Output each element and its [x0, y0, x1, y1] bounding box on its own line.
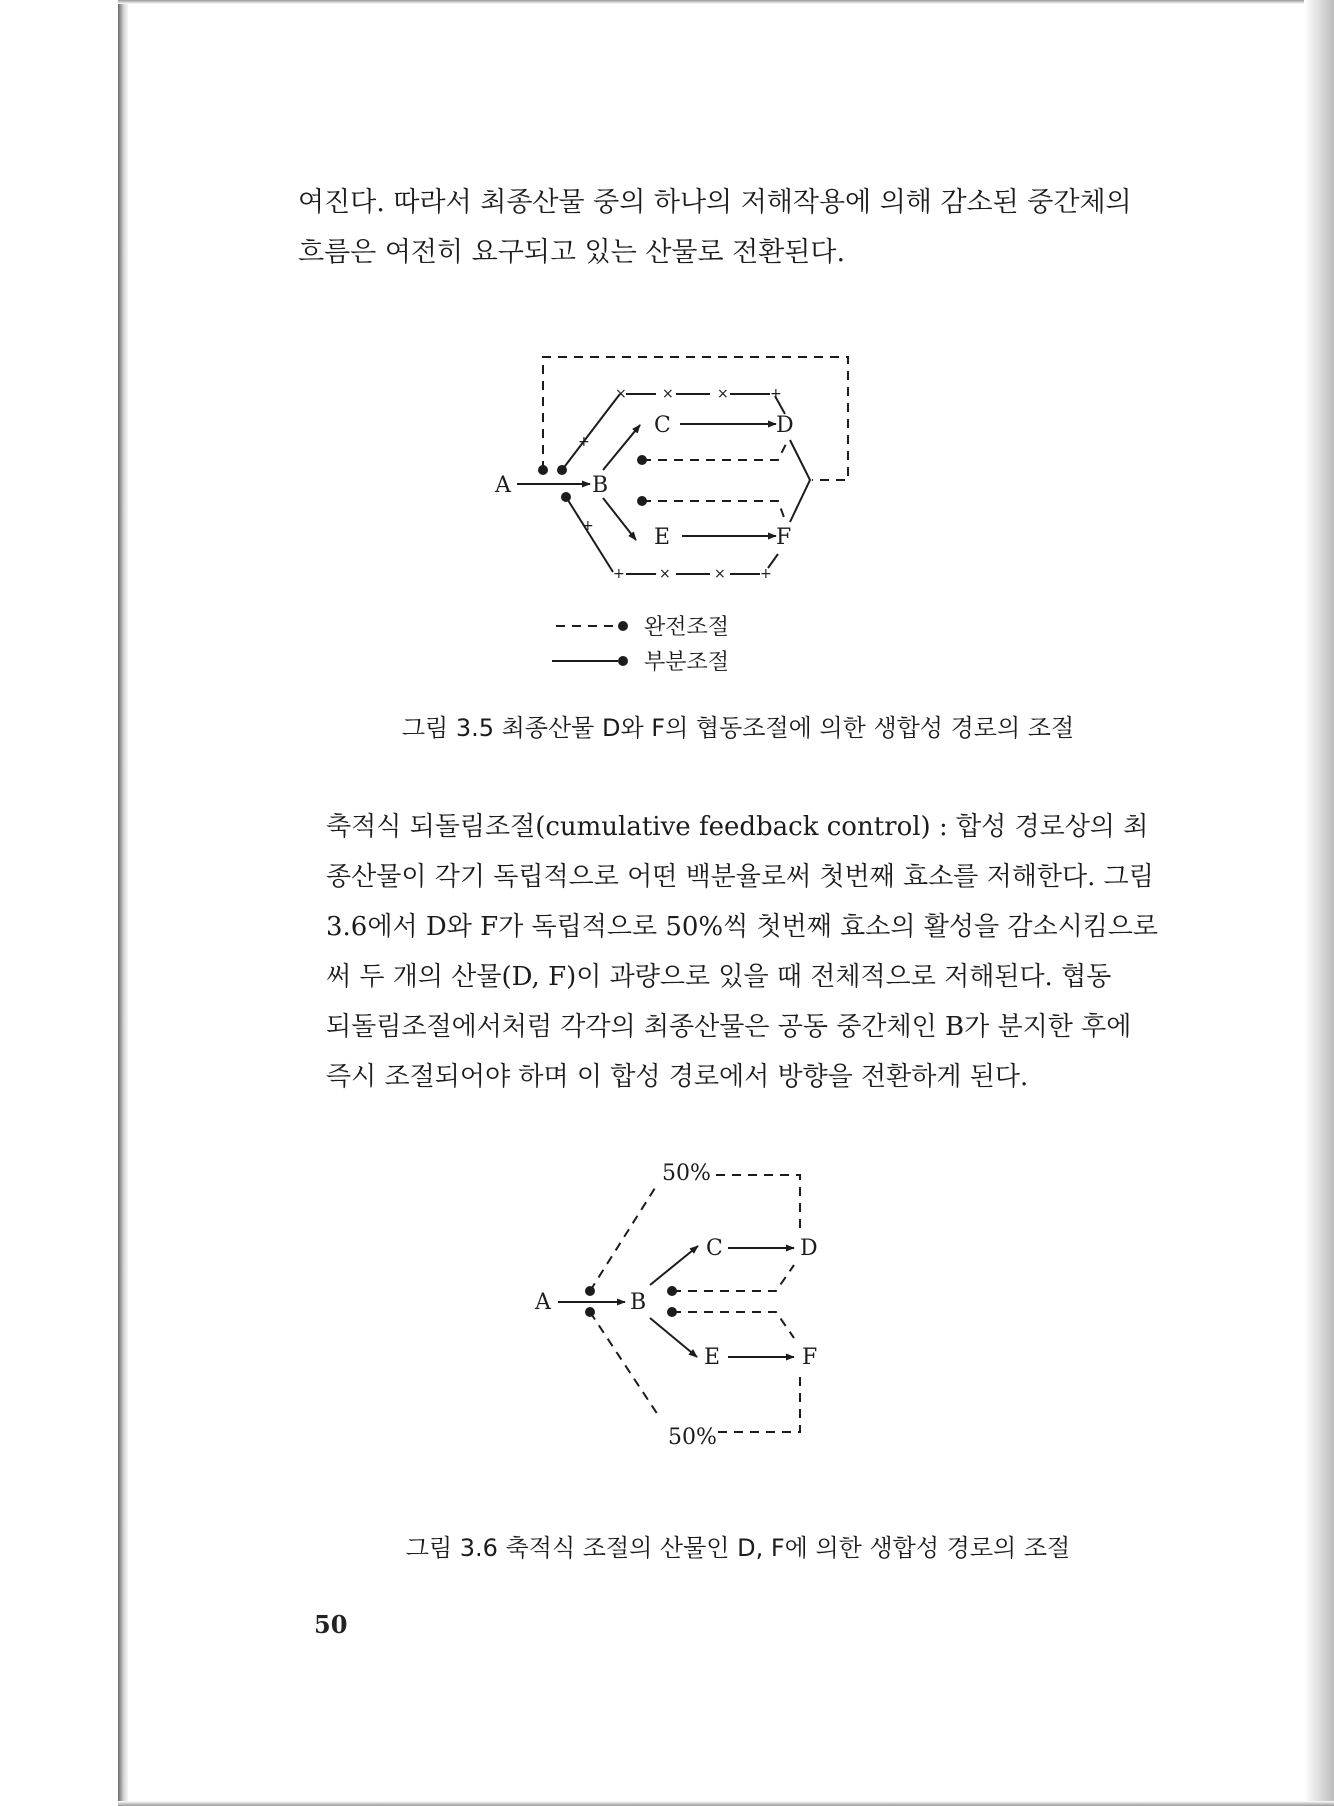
- page-number: 50: [314, 1610, 348, 1639]
- plus-mark: +: [770, 386, 782, 402]
- plus-mark: +: [613, 566, 625, 582]
- feedback-d-upper: [590, 1188, 655, 1291]
- plus-mark: +: [578, 434, 590, 450]
- node-b: B: [592, 473, 609, 498]
- node-d: D: [776, 413, 794, 438]
- x-mark: ×: [717, 386, 729, 402]
- feedback-f-return: [672, 1312, 794, 1338]
- node-b: B: [630, 1290, 647, 1315]
- percent-label-bottom: 50%: [668, 1425, 717, 1450]
- paragraph-line: 축적식 되돌림조절(cumulative feedback control) : 합성 경로상의 최: [326, 812, 1149, 842]
- feedback-d-return: [672, 1265, 794, 1291]
- feedback-f-bottom: [718, 1372, 800, 1432]
- node-c: C: [706, 1236, 723, 1261]
- figure-3-6-caption: 그림 3.6 축적식 조절의 산물인 D, F에 의한 생합성 경로의 조절: [405, 1534, 1071, 1562]
- paragraph-line: 써 두 개의 산물(D, F)이 과량으로 있을 때 전체적으로 저해된다. 협동: [326, 962, 1112, 992]
- paragraph-line: 종산물이 각기 독립적으로 어떤 백분율로써 첫번째 효소를 저해한다. 그림: [326, 862, 1154, 892]
- plus-mark: +: [582, 518, 594, 534]
- feedback-d-top: [716, 1175, 800, 1228]
- legend-partial-label: 부분조절: [644, 650, 730, 675]
- paragraph-line: 되돌림조절에서처럼 각각의 최종산물은 공동 중간체인 B가 분지한 후에: [326, 1012, 1132, 1042]
- feedback-f-lower: [590, 1312, 660, 1418]
- node-a: A: [495, 473, 511, 498]
- node-a: A: [535, 1290, 551, 1315]
- paragraph-line: 3.6에서 D와 F가 독립적으로 50%씩 첫번째 효소의 활성을 감소시킴으로: [326, 912, 1159, 942]
- plus-mark: +: [760, 566, 772, 582]
- paragraph-line: 여진다. 따라서 최종산물 중의 하나의 저해작용에 의해 감소된 중간체의: [298, 187, 1132, 218]
- x-mark: ×: [659, 566, 671, 582]
- node-d: D: [800, 1236, 818, 1261]
- node-c: C: [654, 413, 671, 438]
- node-f: F: [802, 1345, 818, 1370]
- arrow-b-to-c: [650, 1246, 698, 1285]
- paragraph-line: 즉시 조절되어야 하며 이 합성 경로에서 방향을 전환하게 된다.: [326, 1062, 1029, 1092]
- legend-full-label: 완전조절: [644, 615, 730, 640]
- paragraph-line: 흐름은 여전히 요구되고 있는 산물로 전환된다.: [298, 237, 846, 268]
- x-mark: ×: [662, 386, 674, 402]
- arrow-b-to-e: [650, 1318, 697, 1357]
- node-e: E: [654, 525, 671, 550]
- node-e: E: [704, 1345, 721, 1370]
- node-f: F: [776, 525, 792, 550]
- percent-label-top: 50%: [662, 1161, 711, 1186]
- figure-3-5-caption: 그림 3.5 최종산물 D와 F의 협동조절에 의한 생합성 경로의 조절: [401, 714, 1075, 742]
- x-mark: ×: [615, 386, 627, 402]
- x-mark: ×: [714, 566, 726, 582]
